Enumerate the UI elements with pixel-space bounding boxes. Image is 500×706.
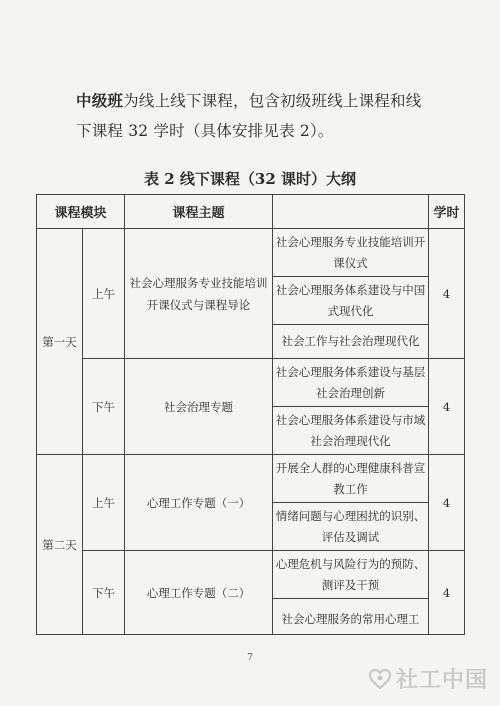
topic-cell: 心理工作专题（二） bbox=[125, 551, 273, 635]
intro-paragraph bbox=[76, 86, 436, 146]
topic-cell: 社会心理服务专业技能培训开课仪式与课程导论 bbox=[125, 229, 273, 359]
heart-logo-icon bbox=[368, 667, 392, 691]
period-cell: 下午 bbox=[83, 551, 125, 635]
period-cell: 上午 bbox=[83, 229, 125, 359]
level-highlight: 中级班 bbox=[76, 91, 124, 110]
period-cell: 下午 bbox=[83, 359, 125, 455]
intro-text: 为线上线下课程，包含初级班线上课程和线下课程 32 学时（具体安排见表 2）。 bbox=[76, 92, 422, 140]
subtopic-cell: 社会心理服务体系建设与中国式现代化 bbox=[273, 277, 429, 325]
day-cell: 第二天 bbox=[37, 455, 83, 635]
watermark-text: 社工中国 bbox=[395, 668, 488, 693]
period-cell: 上午 bbox=[83, 455, 125, 551]
subtopic-cell: 社会心理服务体系建设与市域社会治理现代化 bbox=[273, 407, 429, 455]
subtopic-cell: 社会工作与社会治理现代化 bbox=[273, 325, 429, 359]
subtopic-cell: 社会心理服务专业技能培训开课仪式 bbox=[273, 229, 429, 277]
subtopic-cell: 情绪问题与心理困扰的识别、评估及调试 bbox=[273, 503, 429, 551]
topic-cell: 社会治理专题 bbox=[125, 359, 273, 455]
hours-cell: 4 bbox=[429, 551, 465, 635]
watermark bbox=[368, 663, 488, 694]
day-cell: 第一天 bbox=[37, 229, 83, 455]
table-header-row bbox=[37, 195, 465, 229]
subtopic-cell: 心理危机与风险行为的预防、测评及干预 bbox=[273, 551, 429, 599]
page-number: 7 bbox=[247, 653, 253, 663]
table-row bbox=[37, 359, 465, 407]
table-row bbox=[37, 455, 465, 503]
subtopic-cell: 社会心理服务的常用心理工 bbox=[273, 599, 429, 635]
hours-cell: 4 bbox=[429, 455, 465, 551]
table-row bbox=[37, 551, 465, 599]
header-module: 课程模块 bbox=[37, 195, 125, 229]
syllabus-table bbox=[36, 194, 465, 635]
table-caption: 表 2 线下课程（32 课时）大纲 bbox=[144, 170, 356, 188]
subtopic-cell: 开展全人群的心理健康科普宣教工作 bbox=[273, 455, 429, 503]
hours-cell: 4 bbox=[429, 229, 465, 359]
topic-cell: 心理工作专题（一） bbox=[125, 455, 273, 551]
table-row bbox=[37, 229, 465, 277]
header-hours: 学时 bbox=[429, 195, 465, 229]
header-subtopic bbox=[273, 195, 429, 229]
header-topic: 课程主题 bbox=[125, 195, 273, 229]
hours-cell: 4 bbox=[429, 359, 465, 455]
subtopic-cell: 社会心理服务体系建设与基层社会治理创新 bbox=[273, 359, 429, 407]
